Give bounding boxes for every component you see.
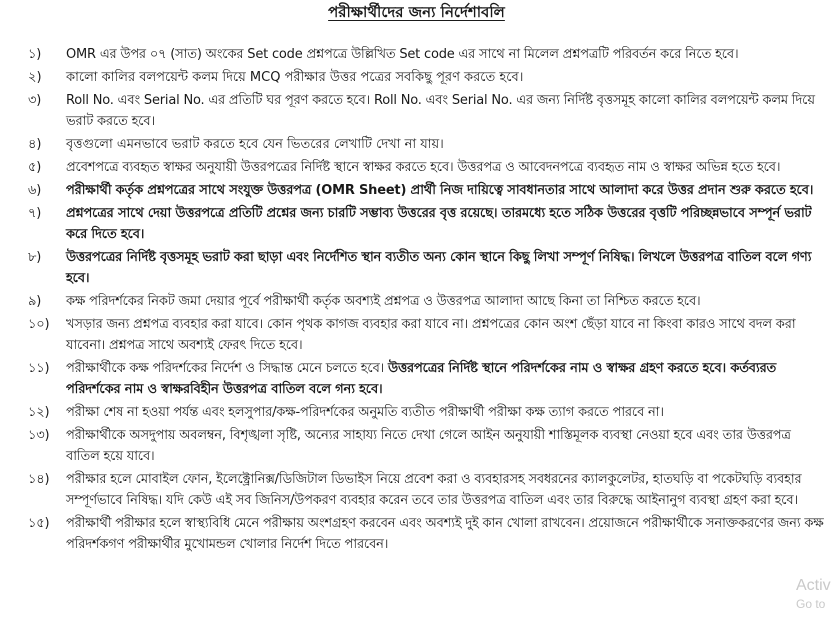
instruction-number: ১২): [28, 405, 50, 420]
instruction-text: খসড়ার জন্য প্রশ্নপত্র ব্যবহার করা যাবে। কোন পৃথক কাগজ ব্যবহার করা যাবে না। প্রশ্নপত্রের কোন অংশ ছেঁড়া যাবে না কিংবা কারও সাথে বদল করা যাবেনা। প্রশ্নপত্র সাথে অবশ্যই ফেরৎ দিতে হবে।: [66, 317, 796, 353]
instruction-item-1: [28, 44, 825, 65]
instruction-text-plain: পরীক্ষার্থীকে কক্ষ পরিদর্শকের নির্দেশ ও সিদ্ধান্ত মেনে চলতে হবে।: [66, 361, 389, 376]
instruction-text: [66, 358, 825, 400]
activation-watermark: [796, 576, 833, 612]
instruction-text: উত্তরপত্রের নির্দিষ্ট বৃত্তসমূহ ভরাট করা ছাড়া এবং নির্দেশিত স্থান ব্যতীত অন্য কোন স্থানে কিছু লিখা সম্পূর্ণ নিষিদ্ধ। লিখলে উত্তরপত্র বাতিল বলে গণ্য হবে।: [66, 250, 812, 286]
instruction-list: [0, 44, 833, 557]
page-title: [0, 2, 833, 22]
instruction-text: OMR এর উপর ০৭ (সাত) অংকের Set code প্রশ্নপত্রে উল্লিখিত Set code এর সাথে না মিলেল প্রশ্নপত্রটি পরিবর্তন করে নিতে হবে।: [66, 47, 739, 62]
instruction-text: পরীক্ষা শেষ না হওয়া পর্যন্ত এবং হলসুপার/কক্ষ-পরিদর্শকের অনুমতি ব্যতীত পরীক্ষার্থী পরীক্ষা কক্ষ ত্যাগ করতে পারবে না।: [66, 405, 664, 420]
instruction-item-12: [28, 402, 825, 423]
instruction-number: ৬): [28, 183, 42, 198]
instruction-item-11: [28, 358, 825, 400]
instruction-item-5: [28, 157, 825, 178]
instruction-item-3: [28, 90, 825, 132]
instruction-text: বৃত্তগুলো এমনভাবে ভরাট করতে হবে যেন ভিতরের লেখাটি দেখা না যায়।: [66, 137, 444, 152]
instruction-number: ১৩): [28, 428, 50, 443]
instruction-item-9: [28, 291, 825, 312]
instruction-number: ৩): [28, 93, 42, 108]
watermark-line-1: Activ: [796, 577, 831, 594]
instruction-text: কক্ষ পরিদর্শকের নিকট জমা দেয়ার পূর্বে পরীক্ষার্থী কর্তৃক অবশ্যই প্রশ্নপত্র ও উত্তরপত্র আলাদা আছে কিনা তা নিশ্চিত করতে হবে।: [66, 294, 701, 309]
instruction-item-15: [28, 513, 825, 555]
instruction-number: ৯): [28, 294, 42, 309]
instruction-number: ১১): [28, 361, 50, 376]
instruction-number: ১০): [28, 317, 50, 332]
instruction-number: ৪): [28, 137, 42, 152]
instruction-text: পরীক্ষার্থী কর্তৃক প্রশ্নপত্রের সাথে সংযুক্ত উত্তরপত্র (OMR Sheet) প্রার্থী নিজ দায়িত্বে সাবধানতার সাথে আলাদা করে উত্তর প্রদান শুরু করতে হবে।: [66, 183, 814, 198]
page-title-text: পরীক্ষার্থীদের জন্য নির্দেশাবলি: [328, 3, 505, 21]
instruction-text: Roll No. এবং Serial No. এর প্রতিটি ঘর পূরণ করতে হবে। Roll No. এবং Serial No. এর জন্য নির্দিষ্ট বৃত্তসমূহ কালো কালির বলপয়েন্ট কলম দিয়ে ভরাট করতে হবে।: [66, 93, 815, 129]
instruction-item-10: [28, 314, 825, 356]
instruction-text: প্রশ্নপত্রের সাথে দেয়া উত্তরপত্রে প্রতিটি প্রশ্নের জন্য চারটি সম্ভাব্য উত্তরের বৃত্ত রয়েছে। তারমধ্যে হতে সঠিক উত্তরের বৃত্তটি পরিচ্ছন্নভাবে সম্পূর্ন ভরাট করে দিতে হবে।: [66, 206, 812, 242]
instruction-number: ১৪): [28, 472, 50, 487]
instruction-text: পরীক্ষার হলে মোবাইল ফোন, ইলেক্ট্রোনিক্স/ডিজিটাল ডিভাইস নিয়ে প্রবেশ করা ও ব্যবহারসহ সবধরনের ক্যালকুলেটর, হাতঘড়ি বা পকেটঘড়ি ব্যবহার সম্পূর্ণভাবে নিষিদ্ধ। যদি কেউ এই সব জিনিস/উপকরণ ব্যবহার করেন তবে তার উত্তরপত্র বাতিল এবং তার বিরুদ্ধে আইনানুগ ব্যবস্থা গ্রহণ করা হবে।: [66, 472, 802, 508]
instruction-item-8: [28, 247, 825, 289]
instruction-item-7: [28, 203, 825, 245]
instruction-text: পরীক্ষার্থী পরীক্ষার হলে স্বাস্থ্যবিধি মেনে পরীক্ষায় অংশগ্রহণ করবেন এবং অবশ্যই দুই কান খোলা রাখবেন। প্রয়োজনে পরীক্ষার্থীকে সনাক্তকরণের জন্য কক্ষ পরিদর্শকগণ পরীক্ষার্থীর মুখোমন্ডল খোলার নির্দেশ দিতে পারবেন।: [66, 516, 824, 552]
instruction-number: ৫): [28, 160, 42, 175]
instruction-number: ৮): [28, 250, 42, 265]
instruction-text-bold: উত্তরপত্রের নির্দিষ্ট স্থানে পরিদর্শকের নাম ও স্বাক্ষর গ্রহণ করতে হবে। কর্তব্যরত পরিদর্শকের নাম ও স্বাক্ষরবিহীন উত্তরপত্র বাতিল বলে গন্য হবে।: [66, 361, 777, 397]
instruction-text: প্রবেশপত্রে ব্যবহৃত স্বাক্ষর অনুযায়ী উত্তরপত্রের নির্দিষ্ট স্থানে স্বাক্ষর করতে হবে। উত্তরপত্র ও আবেদনপত্রে ব্যবহৃত নাম ও স্বাক্ষর অভিন্ন হতে হবে।: [66, 160, 781, 175]
instruction-item-4: [28, 134, 825, 155]
watermark-line-2: Go to: [796, 597, 826, 611]
instruction-item-6: [28, 180, 825, 201]
instruction-number: ২): [28, 70, 42, 85]
instruction-text: পরীক্ষার্থীকে অসদুপায় অবলম্বন, বিশৃঙ্খলা সৃষ্টি, অন্যের সাহায্য নিতে দেখা গেলে আইন অনুযায়ী শাস্তিমূলক ব্যবস্থা নেওয়া হবে এবং তার উত্তরপত্র বাতিল হয়ে যাবে।: [66, 428, 791, 464]
instruction-text: কালো কালির বলপয়েন্ট কলম দিয়ে MCQ পরীক্ষার উত্তর পত্রের সবকিছু পূরণ করতে হবে।: [66, 70, 524, 85]
instruction-number: ১৫): [28, 516, 50, 531]
instruction-number: ১): [28, 47, 42, 62]
instruction-number: ৭): [28, 206, 42, 221]
instruction-item-13: [28, 425, 825, 467]
instruction-item-2: [28, 67, 825, 88]
instruction-item-14: [28, 469, 825, 511]
